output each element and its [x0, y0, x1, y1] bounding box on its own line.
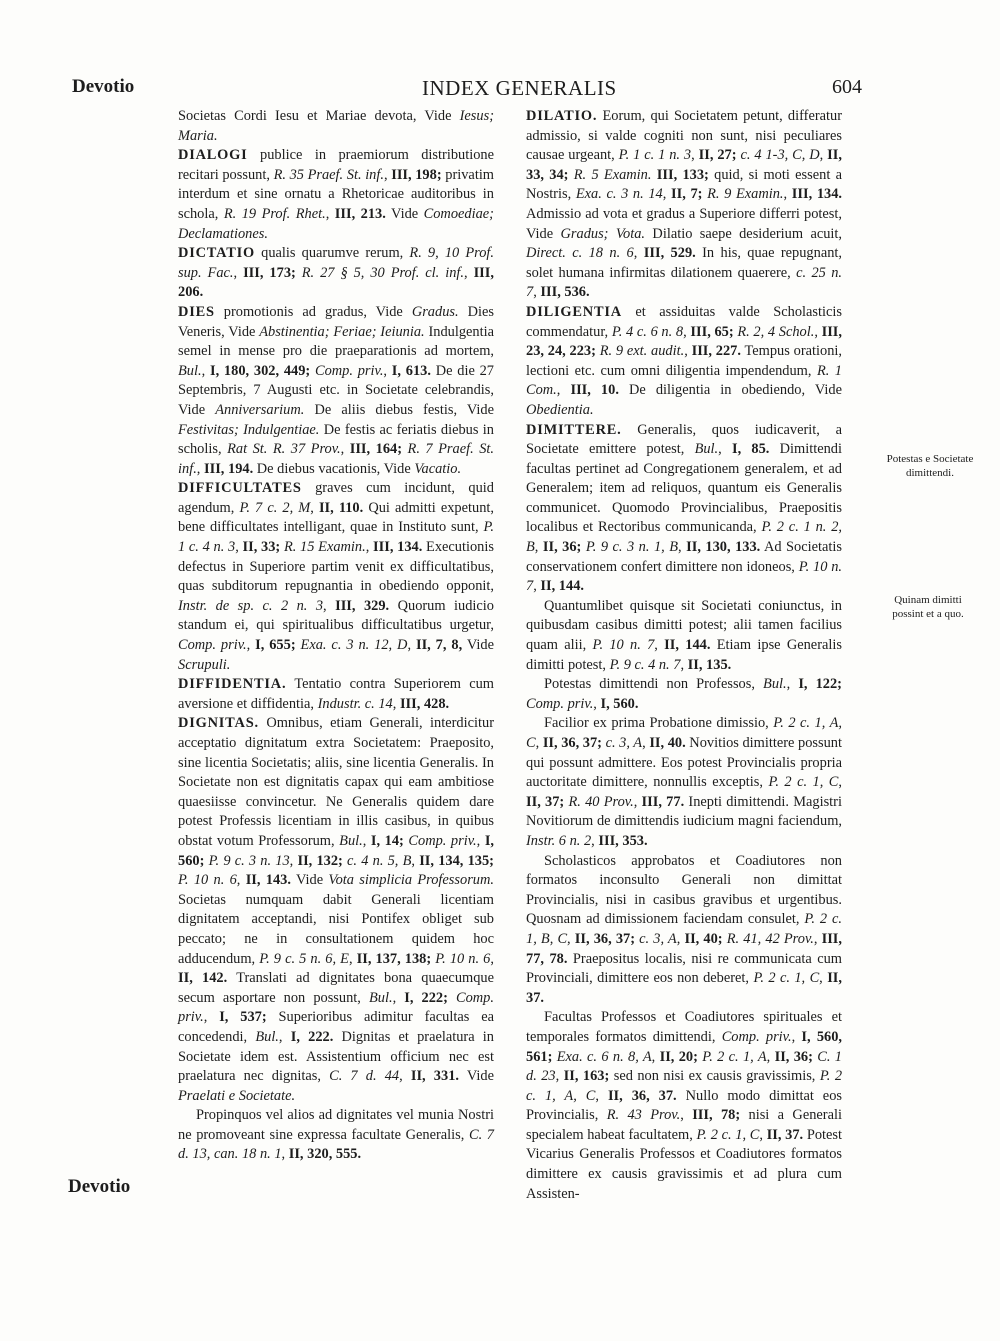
index-entry-dictatio: DICTATIO qualis quarumve rerum, R. 9, 10 Prof. sup. Fac., III, 173; R. 27 § 5, 30 Prof. cl. inf., III, 206.: [178, 245, 494, 301]
page-title: INDEX GENERALIS: [422, 76, 617, 100]
index-entry-facilior: Facilior ex prima Probatione dimissio, P. 2 c. 1, A, C, II, 36, 37; c. 3, A, II, 40. Novitios dimittere possunt qui possunt admittere. Eos potest Provincialis propria auctoritate dimittere, nonnullis exceptis, P. 2 c. 1, C, II, 37; R. 40 Prov., III, 77. Inepti dimittendi. Magistri Novitiorum de dimittendis iudicium magni faciendum, Instr. 6 n. 2, III, 353.: [526, 715, 842, 849]
index-entry-dilatio: DILATIO. Eorum, qui Societatem petunt, differatur admissio, si valde cogniti non sunt, nisi peculiares causae urgeant, P. 1 c. 1 n. 3, II, 27; c. 4 1-3, C, D, II, 33, 34; R. 5 Examin. III, 133; quid, si moti essent a Nostris, Exa. c. 3 n. 14, II, 7; R. 9 Examin., III, 134. Admissio ad vota et gradus a Superiore differri potest, Vide Gradus; Vota. Dilatio saepe desiderium acuit, Direct. c. 18 n. 6, III, 529. In his, quae repugnant, solet humana infirmitas dilationem quaerere, c. 25 n. 7, III, 536.: [526, 108, 843, 301]
index-entry-diffidentia: DIFFIDENTIA. Tentatio contra Superiorem cum aversione et diffidentia, Industr. c. 14, III, 428.: [178, 676, 494, 712]
index-entry-dimittere: DIMITTERE. Generalis, quos iudicaverit, a Societate emittere potest, Bul., I, 85. Dimittendi facultas pertinet ad Congregationem generalem, et ad Generalem; item ad reliquos, quantum eis Generalis communicet. Quomodo Provincialibus, Praepositis localibus et Rectoribus communicanda, P. 2 c. 1 n. 2, B, II, 36; P. 9 c. 3 n. 1, B, II, 130, 133. Ad Societatis conservationem confert dimittere non idoneos, P. 10 n. 7, II, 144.: [526, 421, 843, 595]
margin-note-potestas: Potestas e Societate dimittendi.: [886, 453, 974, 479]
index-entry-facultas: Facultas Professos et Coadiutores spirituales et temporales formatos dimittendi, Comp. priv., I, 560, 561; Exa. c. 6 n. 8, A, II, 20; P. 2 c. 1, A, II, 36; C. 1 d. 23, II, 163; sed non nisi ex causis gravissimis, P. 2 c. 1, A, C, II, 36, 37. Nullo modo dimittat eos Provincialis, R. 43 Prov., III, 78; nisi a Generali specialem habeat facultatem, P. 2 c. 1, C, II, 37. Potest Vicarius Generalis Professos et Coadiutores formatos dimittere ex causis gravissimis et ad plura cum Assisten-: [526, 1009, 843, 1202]
page-number: 604: [832, 76, 862, 98]
index-entry-difficultates: DIFFICULTATES graves cum incidunt, quid agendum, P. 7 c. 2, M, II, 110. Qui admitti expetunt, bene difficultates intelligant, quae in Instituto sunt, P. 1 c. 4 n. 3, II, 33; R. 15 Examin., III, 134. Executionis defectus in Superiore partim venit ex difficultatibus, quas subditorum repugnantia in obediendo opponit, Instr. de sp. c. 2 n. 3, III, 329. Quorum iudicio standum ei, qui spiritualibus difficultatibus urgetur, Comp. priv., I, 655; Exa. c. 3 n. 12, D, II, 7, 8, Vide Scrupuli.: [178, 480, 494, 673]
index-entry-devota: Societas Cordi Iesu et Mariae devota, Vide Iesus; Maria.: [178, 108, 494, 144]
running-head-left: Devotio: [72, 76, 135, 97]
left-column: [178, 107, 494, 1165]
index-entry-propinquos: Propinquos vel alios ad dignitates vel munia Nostri ne promoveant sine expressa facultate Generalis, C. 7 d. 13, can. 18 n. 1, II, 320, 555.: [178, 1107, 494, 1163]
index-entry-dignitas: DIGNITAS. Omnibus, etiam Generali, interdicitur acceptatio dignitatum extra Societatem: Praeposito, sine licentia Societatis; aliis, sine licentia Generalis. In Societate non est dignitatis capax qui eam ambitiose quaesiisse convincetur. Ne Generalis quidem dare potest Professis licentiam in illis casibus, in quibus obstat votum Professorum, Bul., I, 14; Comp. priv., I, 560; P. 9 c. 3 n. 13, II, 132; c. 4 n. 5, B, II, 134, 135; P. 10 n. 6, II, 143. Vide Vota simplicia Professorum. Societas numquam dabit Generali licentiam dignitatem acceptandi, nisi Pontifex obliget sub peccato; ne in consultationem quidem hoc adducendum, P. 9 c. 5 n. 6, E, II, 137, 138; P. 10 n. 6, II, 142. Translati ad dignitates bona quaecumque secum asportare non possunt, Bul., I, 222; Comp. priv., I, 537; Superioribus adimitur facultas ea concedendi, Bul., I, 222. Dignitas et praelatura in Societate idem est. Assistentium officium nec est praelatura nec dignitas, C. 7 d. 44, II, 331. Vide Praelati e Societate.: [178, 715, 495, 1104]
index-entry-diligentia: DILIGENTIA et assiduitas valde Scholasticis commendatur, P. 4 c. 6 n. 8, III, 65; R. 2, 4 Schol., III, 23, 24, 223; R. 9 ext. audit., III, 227. Tempus orationi, lectioni etc. cum omni diligentia impendendum, R. 1 Com., III, 10. De diligentia in obediendo, Vide Obedientia.: [526, 303, 843, 418]
index-entry-dialogi: DIALOGI publice in praemiorum distributione recitari possunt, R. 35 Praef. St. inf., III, 198; privatim interdum et sine ornatu a Rhetoricae auditoribus in schola, R. 19 Prof. Rhet., III, 213. Vide Comoediae; Declamationes.: [178, 147, 495, 242]
index-entry-dies: DIES promotionis ad gradus, Vide Gradus. Dies Veneris, Vide Abstinentia; Feriae; Ieiunia. Indulgentia semel in mense pro die praeparationis ad mortem, Bul., I, 180, 302, 449; Comp. priv., I, 613. De die 27 Septembris, 7 Augusti etc. in Societate celebrandis, Vide Anniversarium. De aliis diebus festis, Vide Festivitas; Indulgentiae. De festis ac feriatis diebus in scholis, Rat St. R. 37 Prov., III, 164; R. 7 Praef. St. inf., III, 194. De diebus vacationis, Vide Vacatio.: [178, 303, 494, 477]
catchword: Devotio: [68, 1176, 131, 1197]
index-entry-scholasticos: Scholasticos approbatos et Coadiutores non formatos inconsulto Generali non dimittat Provincialis, nisi in casibus gravibus et urgentibus. Quosnam ad dimissionem faciendam consulet, P. 2 c. 1, B, C, II, 36, 37; c. 3, A, II, 40; R. 41, 42 Prov., III, 77, 78. Praepositus localis, nisi re communicata cum Provinciali, dimittere eos non deberet, P. 2 c. 1, C, II, 37.: [526, 852, 843, 1006]
index-entry-quantumlibet: Quantumlibet quisque sit Societati coniunctus, in quibusdam casibus dimitti potest; alii tamen facilius quam alii, P. 10 n. 7, II, 144. Etiam ipse Generalis dimitti potest, P. 9 c. 4 n. 7, II, 135.: [526, 597, 842, 673]
margin-note-quinam: Quinam dimitti possint et a quo.: [892, 594, 964, 620]
right-column: [526, 107, 842, 1204]
index-entry-potestas: Potestas dimittendi non Professos, Bul., I, 122; Comp. priv., I, 560.: [526, 676, 842, 712]
